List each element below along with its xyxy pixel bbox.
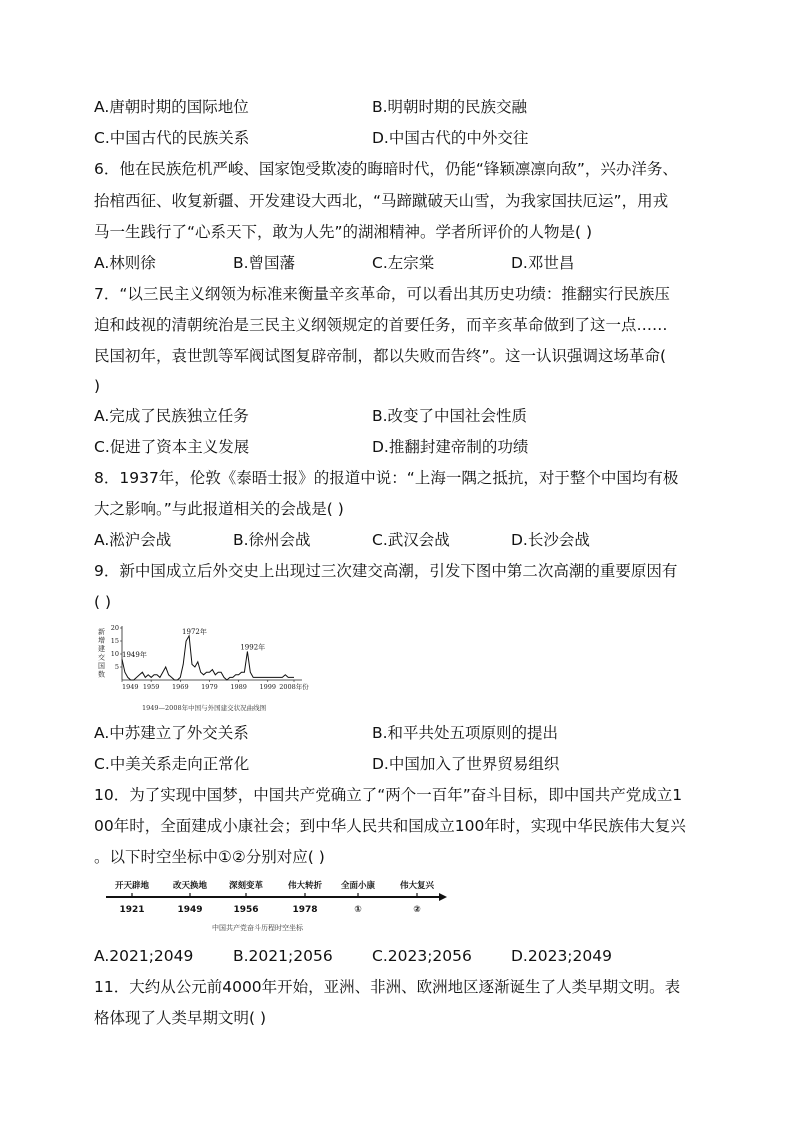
annotation-label: 1992年 bbox=[240, 643, 266, 652]
chart-caption: 1949—2008年中国与外国建交状况曲线图 bbox=[142, 704, 267, 712]
q10-option-b: B.2021;2056 bbox=[233, 947, 333, 965]
q5-option-c: C.中国古代的民族关系 bbox=[94, 129, 250, 147]
q7-option-a: A.完成了民族独立任务 bbox=[94, 407, 249, 425]
y-axis-label-char: 新 bbox=[98, 628, 105, 636]
q6-option-d: D.邓世昌 bbox=[511, 254, 575, 272]
x-tick-label: 1949 bbox=[122, 683, 139, 691]
q5-option-a: A.唐朝时期的国际地位 bbox=[94, 98, 249, 116]
y-axis-label-char: 交 bbox=[98, 653, 105, 662]
q9-option-b: B.和平共处五项原则的提出 bbox=[372, 724, 559, 742]
q7-option-c: C.促进了资本主义发展 bbox=[94, 438, 250, 456]
y-tick-label: 5 bbox=[114, 663, 119, 671]
timeline-year: 1949 bbox=[177, 905, 203, 915]
y-axis-label-char: 建 bbox=[98, 645, 105, 653]
timeline-year: ② bbox=[413, 905, 421, 915]
x-tick-label: 1969 bbox=[172, 683, 189, 691]
q8-text-line: 8．1937年，伦敦《泰晤士报》的报道中说：“上海一隅之抵抗，对于整个中国均有极 bbox=[94, 469, 679, 487]
q6-option-a: A.林则徐 bbox=[94, 254, 156, 272]
y-tick-label: 20 bbox=[110, 624, 119, 632]
q10-text-line: 00年时，全面建成小康社会；到中华人民共和国成立100年时，实现中华民族伟大复兴 bbox=[94, 817, 686, 835]
q8-option-b: B.徐州会战 bbox=[233, 531, 311, 549]
annotation-label: 1972年 bbox=[182, 627, 207, 636]
q7-text-line: 民国初年，袁世凯等军阀试图复辟帝制，都以失败而告终”。这一认识强调这场革命( bbox=[94, 347, 667, 365]
q6-option-c: C.左宗棠 bbox=[372, 254, 435, 272]
y-axis-label-char: 数 bbox=[98, 670, 105, 679]
q7-option-b: B.改变了中国社会性质 bbox=[372, 407, 528, 425]
q11-text-line: 11．大约从公元前4000年开始，亚洲、非洲、欧洲地区逐渐诞生了人类早期文明。表 bbox=[94, 978, 681, 996]
q9-option-d: D.中国加入了世界贸易组织 bbox=[372, 755, 560, 773]
q7-text-line: ) bbox=[94, 377, 101, 395]
party-history-timeline bbox=[104, 878, 454, 938]
timeline-event-label: 深刻变革 bbox=[228, 881, 264, 891]
q5-option-b: B.明朝时期的民族交融 bbox=[372, 98, 528, 116]
timeline-event-label: 开天辟地 bbox=[114, 881, 150, 891]
y-axis-label-char: 国 bbox=[98, 662, 105, 670]
q5-option-d: D.中国古代的中外交往 bbox=[372, 129, 529, 147]
x-tick-label: 1999 bbox=[259, 683, 277, 691]
q8-option-a: A.淞沪会战 bbox=[94, 531, 172, 549]
x-tick-label: 1989 bbox=[230, 683, 247, 691]
q10-option-d: D.2023;2049 bbox=[511, 947, 612, 965]
q6-text-line: 6．他在民族危机严峻、国家饱受欺凌的晦暗时代，仍能“锋颖凛凛向敌”，兴办洋务、 bbox=[94, 160, 678, 178]
y-tick-label: 10 bbox=[110, 650, 119, 658]
q6-text-line: 马一生践行了“心系天下，敢为人先”的湖湘精神。学者所评价的人物是( ) bbox=[94, 223, 593, 241]
timeline-event-label: 全面小康 bbox=[340, 881, 376, 891]
q10-text-line: 。以下时空坐标中①②分别对应( ) bbox=[94, 848, 325, 866]
q10-option-c: C.2023;2056 bbox=[372, 947, 472, 965]
q8-option-c: C.武汉会战 bbox=[372, 531, 450, 549]
timeline-year: ① bbox=[354, 905, 362, 915]
q10-text-line: 10．为了实现中国梦，中国共产党确立了“两个一百年”奋斗目标，即中国共产党成立1 bbox=[94, 786, 683, 804]
q9-text-line: ( ) bbox=[94, 593, 112, 611]
x-tick-label: 2008年份 bbox=[279, 683, 309, 691]
diplomatic-relations-line-chart bbox=[94, 620, 344, 715]
timeline-year: 1956 bbox=[233, 905, 259, 915]
timeline-arrow bbox=[439, 893, 447, 901]
q9-text-line: 9．新中国成立后外交史上出现过三次建交高潮，引发下图中第二次高潮的重要原因有 bbox=[94, 562, 678, 580]
y-tick-label: 15 bbox=[110, 637, 119, 645]
y-axis-label-char: 增 bbox=[98, 636, 105, 645]
q9-option-c: C.中美关系走向正常化 bbox=[94, 755, 250, 773]
timeline-event-label: 伟大转折 bbox=[287, 881, 323, 891]
timeline-caption: 中国共产党奋斗历程时空坐标 bbox=[212, 924, 303, 932]
q8-text-line: 大之影响。”与此报道相关的会战是( ) bbox=[94, 500, 344, 518]
q10-option-a: A.2021;2049 bbox=[94, 947, 194, 965]
timeline-year: 1921 bbox=[119, 905, 145, 915]
timeline-year: 1978 bbox=[292, 905, 318, 915]
series-line bbox=[122, 636, 294, 680]
q8-option-d: D.长沙会战 bbox=[511, 531, 590, 549]
q11-text-line: 格体现了人类早期文明( ) bbox=[94, 1009, 267, 1027]
q6-text-line: 抬棺西征、收复新疆、开发建设大西北，“马蹄蹴破天山雪，为我家国扶厄运”，用戎 bbox=[94, 192, 669, 210]
q7-text-line: 迫和歧视的清朝统治是三民主义纲领规定的首要任务，而辛亥革命做到了这一点…… bbox=[94, 316, 668, 334]
timeline-event-label: 改天换地 bbox=[172, 881, 208, 891]
q9-option-a: A.中苏建立了外交关系 bbox=[94, 724, 249, 742]
timeline-event-label: 伟大复兴 bbox=[399, 881, 435, 891]
q7-text-line: 7．“以三民主义纲领为标准来衡量辛亥革命，可以看出其历史功绩：推翻实行民族压 bbox=[94, 285, 670, 303]
x-tick-label: 1959 bbox=[142, 683, 160, 691]
x-tick-label: 1979 bbox=[201, 683, 218, 691]
annotation-label: 1949年 bbox=[122, 651, 147, 660]
q6-option-b: B.曾国藩 bbox=[233, 254, 296, 272]
q7-option-d: D.推翻封建帝制的功绩 bbox=[372, 438, 529, 456]
